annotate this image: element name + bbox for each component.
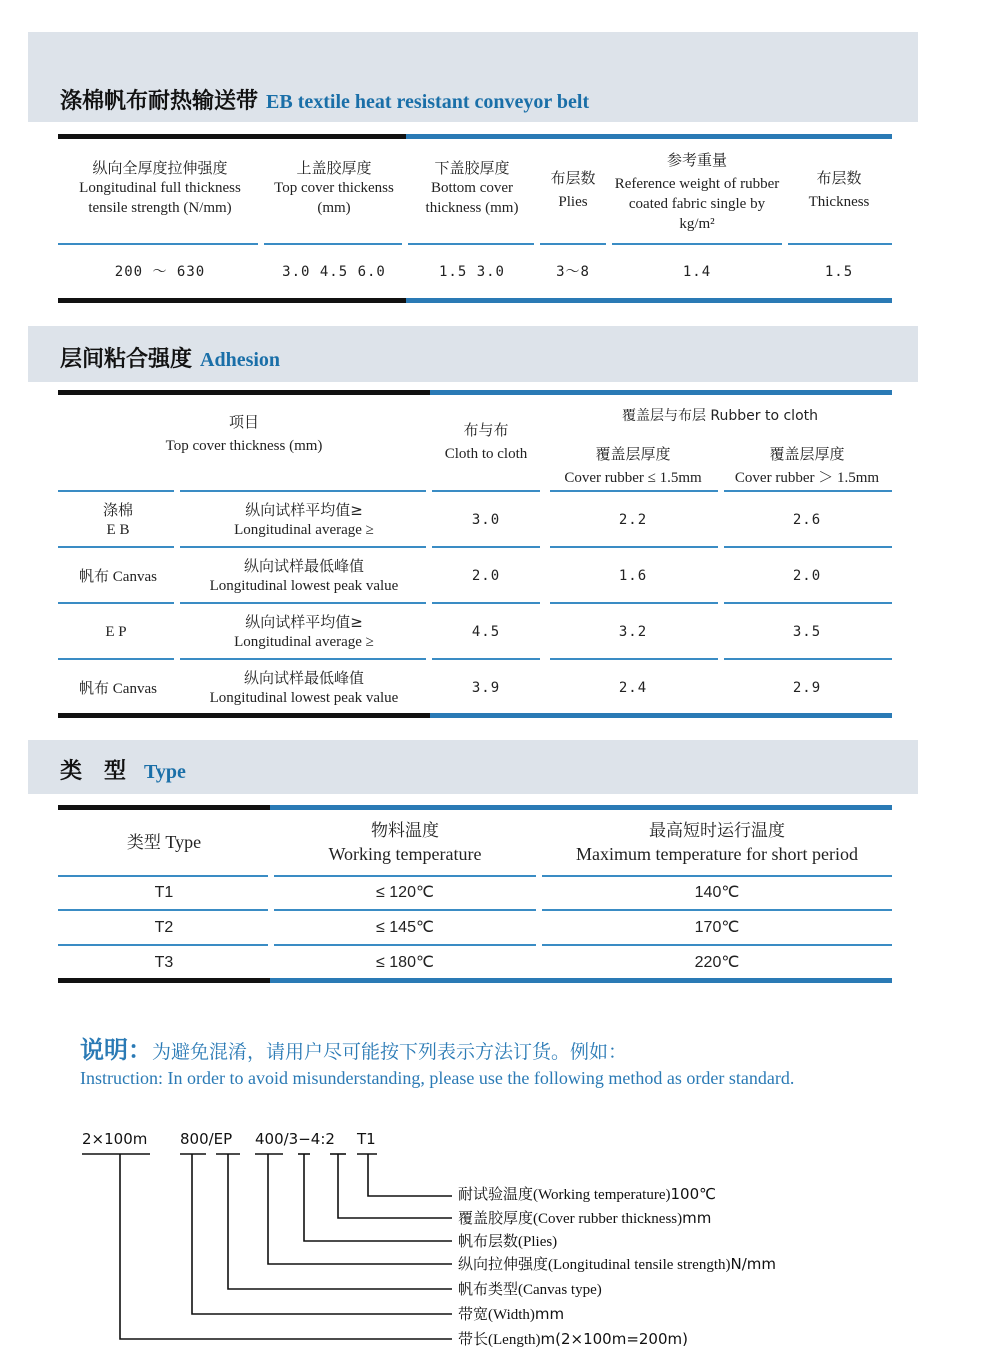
s3-row3-work: ≤ 180℃ — [376, 954, 434, 971]
section3-title-en: Type — [144, 761, 186, 783]
s2-row4-item: 纵向试样最低峰值 Longitudinal lowest peak value — [209, 669, 399, 706]
s2-row2-group: 帆布 Canvas — [79, 567, 157, 585]
s3-header-max: 最高短时运行温度 Maximum temperature for short period — [576, 821, 858, 864]
s3-row2-type: T2 — [154, 919, 174, 936]
order-code-part1: 2×100m — [82, 1130, 148, 1148]
s2-row1-c2c: 3.0 — [471, 512, 501, 528]
s1-header-bottom-cover: 下盖胶厚度 Bottom cover thickness (mm) — [425, 159, 519, 216]
order-code-part2: 800/EP — [180, 1130, 233, 1148]
order-code-part4: T1 — [357, 1130, 376, 1148]
s2-row3-item: 纵向试样平均值≥ Longitudinal average ≥ — [234, 613, 374, 650]
s3-row2-work: ≤ 145℃ — [376, 919, 434, 936]
s2-header-rubber: 覆盖层与布层 Rubber to cloth — [621, 408, 819, 424]
s2-row4-r2: 2.9 — [792, 680, 822, 696]
s2-row1-item: 纵向试样平均值≥ Longitudinal average ≥ — [234, 501, 374, 538]
legend-working-temp: 耐试验温度(Working temperature)100℃ — [458, 1185, 716, 1203]
legend-width: 带宽(Width)mm — [458, 1305, 565, 1323]
instruction-lead: 说明： — [80, 1036, 152, 1064]
s2-header-sub1: 覆盖层厚度 Cover rubber ≤ 1.5mm — [564, 445, 702, 486]
section3-title-zh: 类 型 — [60, 759, 127, 784]
s2-header-item: 项目 Top cover thickness (mm) — [165, 413, 323, 454]
s1-value-thickness: 1.5 — [824, 264, 854, 280]
legend-length: 带长(Length)m(2×100m=200m) — [458, 1330, 688, 1348]
s2-row3-group: E P — [105, 624, 127, 640]
s2-row2-r2: 2.0 — [792, 568, 822, 584]
legend-canvas-type: 帆布类型(Canvas type) — [458, 1280, 602, 1298]
s3-row1-work: ≤ 120℃ — [376, 884, 434, 901]
section2-title-zh: 层间粘合强度 — [60, 347, 193, 372]
s1-header-thickness: 布层数 Thickness — [808, 169, 870, 210]
instruction-text-zh: 为避免混淆，请用户尽可能按下列表示方法订货。例如： — [152, 1041, 628, 1063]
s1-header-top-cover: 上盖胶厚度 Top cover thickenss (mm) — [274, 159, 394, 216]
s2-row2-r1: 1.6 — [618, 568, 648, 584]
section1-title-zh: 涤棉帆布耐热输送带 — [60, 89, 259, 114]
instruction-en: Instruction: In order to avoid misunderstanding, please use the following method as order standard. — [80, 1068, 795, 1088]
s1-value-bottom-cover: 1.5 3.0 — [438, 264, 505, 280]
s3-header-working: 物料温度 Working temperature — [328, 821, 482, 864]
s1-header-plies: 布层数 Plies — [550, 169, 596, 210]
s2-row3-r1: 3.2 — [618, 624, 648, 640]
s2-row3-r2: 3.5 — [792, 624, 822, 640]
s3-row1-type: T1 — [154, 884, 174, 901]
order-code-part3: 400/3−4:2 — [255, 1130, 335, 1148]
s3-row3-max: 220℃ — [694, 954, 740, 971]
s2-header-sub2: 覆盖层厚度 Cover rubber ＞ 1.5mm — [734, 445, 880, 486]
s2-row4-c2c: 3.9 — [471, 680, 501, 696]
s3-row2-max: 170℃ — [694, 919, 740, 936]
s1-header-strength: 纵向全厚度拉伸强度 Longitudinal full thickness tensile strength (N/mm) — [79, 159, 241, 216]
s3-header-type: 类型 Type — [126, 832, 202, 853]
s1-header-weight: 参考重量 Reference weight of rubber coated fabric single by kg/m² — [614, 151, 780, 232]
s2-row3-c2c: 4.5 — [471, 624, 501, 640]
s2-row2-item: 纵向试样最低峰值 Longitudinal lowest peak value — [209, 557, 399, 594]
s2-row4-group: 帆布 Canvas — [79, 679, 157, 697]
legend-cover-thickness: 覆盖胶厚度(Cover rubber thickness)mm — [458, 1209, 712, 1227]
s2-row2-c2c: 2.0 — [471, 568, 501, 584]
s1-value-top-cover: 3.0 4.5 6.0 — [282, 264, 386, 280]
section1-title-en: EB textile heat resistant conveyor belt — [266, 91, 590, 113]
legend-plies: 帆布层数(Plies) — [458, 1232, 558, 1250]
s2-header-cloth: 布与布 Cloth to cloth — [444, 421, 528, 462]
s2-row1-group: 涤棉 E B — [102, 501, 133, 538]
s1-value-weight: 1.4 — [682, 264, 712, 280]
s3-row1-max: 140℃ — [694, 884, 740, 901]
s1-value-strength: 200 ～ 630 — [114, 264, 206, 280]
s2-row1-r1: 2.2 — [618, 512, 648, 528]
s1-value-plies: 3～8 — [556, 264, 590, 280]
s2-row1-r2: 2.6 — [792, 512, 822, 528]
section2-title-en: Adhesion — [200, 349, 281, 371]
s2-row4-r1: 2.4 — [618, 680, 648, 696]
legend-tensile-strength: 纵向拉伸强度(Longitudinal tensile strength)N/mm — [458, 1255, 776, 1273]
s3-row3-type: T3 — [154, 954, 174, 971]
